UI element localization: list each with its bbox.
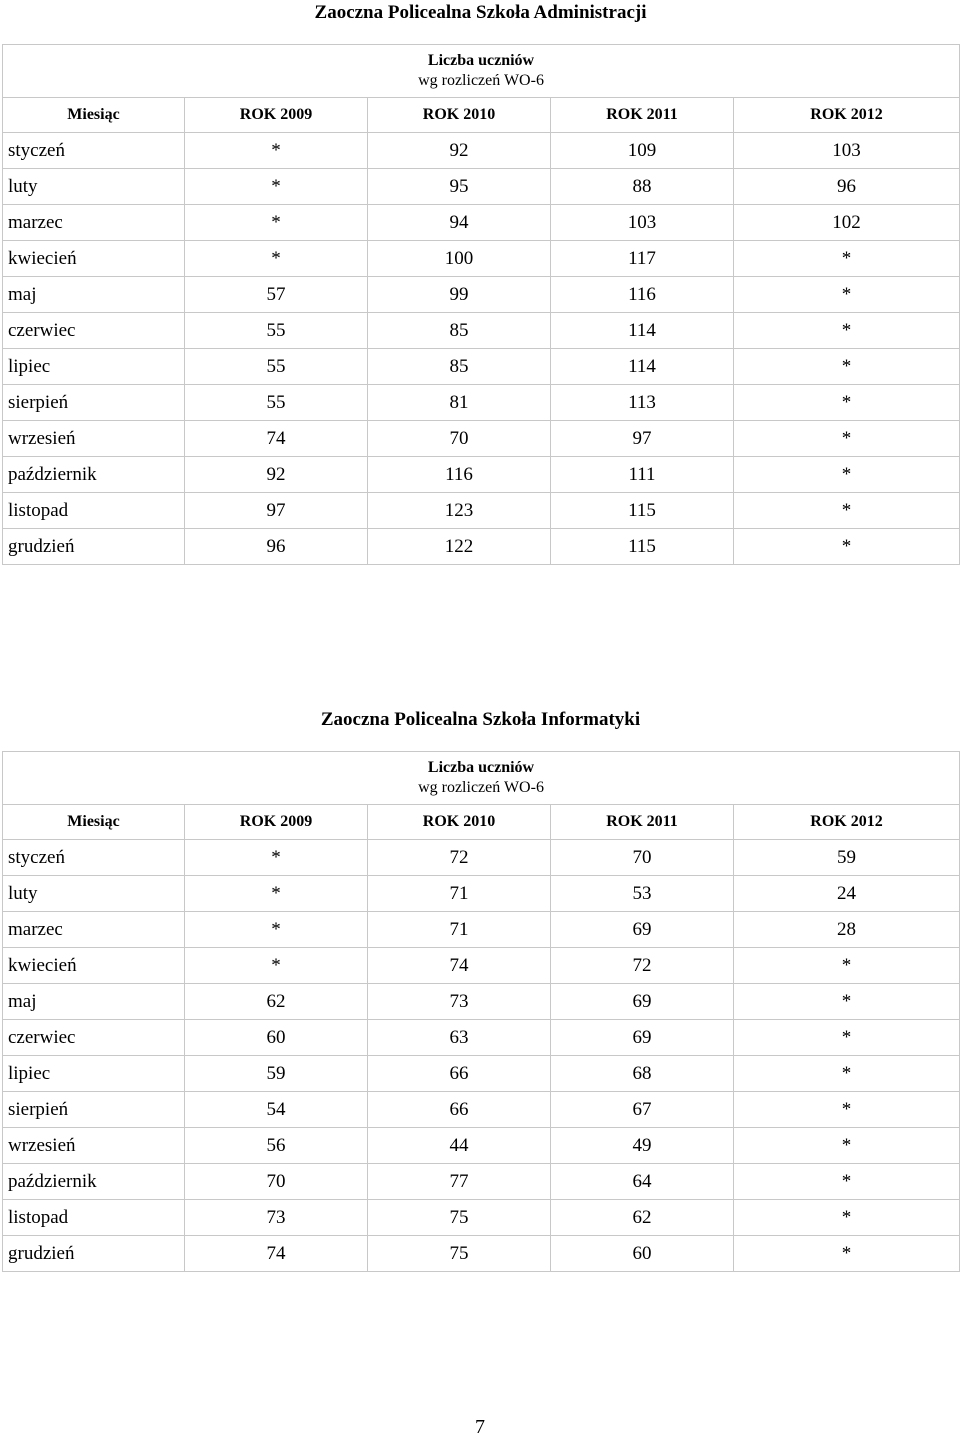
value-cell: 55: [185, 385, 368, 421]
value-cell: 85: [368, 313, 551, 349]
table-row: [3, 133, 960, 169]
students-table-informatics: [2, 751, 960, 1272]
value-cell: 114: [551, 349, 734, 385]
month-cell: sierpień: [3, 1092, 185, 1128]
value-cell: 88: [551, 169, 734, 205]
value-cell: *: [734, 1092, 960, 1128]
table-row: [3, 529, 960, 565]
value-cell: *: [734, 493, 960, 529]
value-cell: 60: [551, 1236, 734, 1272]
value-cell: 62: [185, 984, 368, 1020]
month-cell: lipiec: [3, 349, 185, 385]
value-cell: *: [734, 313, 960, 349]
table-row: [3, 1092, 960, 1128]
table-row: [3, 457, 960, 493]
value-cell: 70: [185, 1164, 368, 1200]
value-cell: 96: [734, 169, 960, 205]
month-cell: listopad: [3, 1200, 185, 1236]
month-cell: czerwiec: [3, 313, 185, 349]
month-cell: marzec: [3, 205, 185, 241]
value-cell: 60: [185, 1020, 368, 1056]
value-cell: 63: [368, 1020, 551, 1056]
column-header: ROK 2009: [185, 98, 368, 133]
caption-row: [3, 45, 960, 98]
value-cell: *: [734, 529, 960, 565]
value-cell: 72: [551, 948, 734, 984]
table-row: [3, 421, 960, 457]
value-cell: 59: [185, 1056, 368, 1092]
value-cell: 117: [551, 241, 734, 277]
value-cell: 73: [185, 1200, 368, 1236]
month-cell: październik: [3, 1164, 185, 1200]
caption-line-2: wg rozliczeń WO-6: [418, 779, 544, 796]
value-cell: 114: [551, 313, 734, 349]
value-cell: 69: [551, 912, 734, 948]
students-table-administration: [2, 44, 960, 565]
value-cell: 103: [551, 205, 734, 241]
month-cell: grudzień: [3, 529, 185, 565]
month-cell: wrzesień: [3, 1128, 185, 1164]
value-cell: *: [734, 457, 960, 493]
column-header: Miesiąc: [3, 805, 185, 840]
value-cell: 97: [185, 493, 368, 529]
value-cell: 113: [551, 385, 734, 421]
value-cell: *: [734, 241, 960, 277]
value-cell: 24: [734, 876, 960, 912]
table-row: [3, 1200, 960, 1236]
value-cell: *: [734, 1128, 960, 1164]
column-header: ROK 2011: [551, 805, 734, 840]
column-header: ROK 2009: [185, 805, 368, 840]
table-row: [3, 277, 960, 313]
table-row: [3, 241, 960, 277]
value-cell: 103: [734, 133, 960, 169]
value-cell: 92: [368, 133, 551, 169]
value-cell: *: [185, 169, 368, 205]
value-cell: *: [185, 912, 368, 948]
value-cell: 115: [551, 493, 734, 529]
value-cell: 56: [185, 1128, 368, 1164]
table-row: [3, 1128, 960, 1164]
month-cell: czerwiec: [3, 1020, 185, 1056]
column-header: ROK 2010: [368, 98, 551, 133]
table-row: [3, 1020, 960, 1056]
value-cell: 55: [185, 349, 368, 385]
school-title: Zaoczna Policealna Szkoła Administracji: [314, 2, 647, 23]
value-cell: 95: [368, 169, 551, 205]
month-cell: styczeń: [3, 133, 185, 169]
month-cell: listopad: [3, 493, 185, 529]
value-cell: 116: [368, 457, 551, 493]
caption-row: [3, 752, 960, 805]
table-row: [3, 840, 960, 876]
value-cell: *: [734, 349, 960, 385]
value-cell: 70: [551, 840, 734, 876]
value-cell: 111: [551, 457, 734, 493]
column-header: ROK 2010: [368, 805, 551, 840]
table-row: [3, 205, 960, 241]
value-cell: 81: [368, 385, 551, 421]
value-cell: 75: [368, 1236, 551, 1272]
value-cell: 54: [185, 1092, 368, 1128]
value-cell: *: [734, 1164, 960, 1200]
header-row: [3, 805, 960, 840]
column-header: Miesiąc: [3, 98, 185, 133]
value-cell: 71: [368, 876, 551, 912]
value-cell: *: [734, 1020, 960, 1056]
table-row: [3, 1056, 960, 1092]
value-cell: 97: [551, 421, 734, 457]
month-cell: maj: [3, 277, 185, 313]
value-cell: *: [734, 421, 960, 457]
table-row: [3, 385, 960, 421]
month-cell: wrzesień: [3, 421, 185, 457]
value-cell: 62: [551, 1200, 734, 1236]
section-administration: [2, 0, 959, 565]
value-cell: 69: [551, 1020, 734, 1056]
value-cell: 44: [368, 1128, 551, 1164]
value-cell: *: [734, 948, 960, 984]
value-cell: 71: [368, 912, 551, 948]
month-cell: marzec: [3, 912, 185, 948]
value-cell: 77: [368, 1164, 551, 1200]
month-cell: sierpień: [3, 385, 185, 421]
value-cell: 67: [551, 1092, 734, 1128]
table-row: [3, 313, 960, 349]
value-cell: 122: [368, 529, 551, 565]
table-row: [3, 493, 960, 529]
value-cell: *: [734, 1236, 960, 1272]
value-cell: 109: [551, 133, 734, 169]
value-cell: *: [734, 277, 960, 313]
table-row: [3, 349, 960, 385]
table-caption: [3, 752, 960, 805]
value-cell: 28: [734, 912, 960, 948]
month-cell: kwiecień: [3, 241, 185, 277]
value-cell: 69: [551, 984, 734, 1020]
value-cell: 75: [368, 1200, 551, 1236]
caption-line-1: Liczba uczniów: [427, 759, 535, 776]
value-cell: 59: [734, 840, 960, 876]
table-caption: [3, 45, 960, 98]
table-row: [3, 912, 960, 948]
value-cell: *: [734, 1056, 960, 1092]
header-row: [3, 98, 960, 133]
caption-line-2: wg rozliczeń WO-6: [418, 72, 544, 89]
value-cell: 123: [368, 493, 551, 529]
value-cell: *: [185, 133, 368, 169]
value-cell: *: [734, 1200, 960, 1236]
value-cell: 100: [368, 241, 551, 277]
month-cell: maj: [3, 984, 185, 1020]
caption-line-1: Liczba uczniów: [427, 52, 535, 69]
value-cell: 55: [185, 313, 368, 349]
month-cell: luty: [3, 876, 185, 912]
value-cell: 115: [551, 529, 734, 565]
value-cell: 74: [185, 421, 368, 457]
school-title: Zaoczna Policealna Szkoła Informatyki: [320, 709, 641, 730]
month-cell: luty: [3, 169, 185, 205]
value-cell: 66: [368, 1092, 551, 1128]
column-header: ROK 2012: [734, 98, 960, 133]
value-cell: 49: [551, 1128, 734, 1164]
month-cell: lipiec: [3, 1056, 185, 1092]
value-cell: 73: [368, 984, 551, 1020]
month-cell: grudzień: [3, 1236, 185, 1272]
month-cell: styczeń: [3, 840, 185, 876]
column-header: ROK 2011: [551, 98, 734, 133]
table-row: [3, 1236, 960, 1272]
month-cell: październik: [3, 457, 185, 493]
value-cell: 70: [368, 421, 551, 457]
table-row: [3, 948, 960, 984]
value-cell: 53: [551, 876, 734, 912]
value-cell: *: [185, 840, 368, 876]
value-cell: 116: [551, 277, 734, 313]
value-cell: 68: [551, 1056, 734, 1092]
value-cell: 74: [185, 1236, 368, 1272]
table-row: [3, 984, 960, 1020]
page-number: 7: [475, 1416, 485, 1438]
column-header: ROK 2012: [734, 805, 960, 840]
month-cell: kwiecień: [3, 948, 185, 984]
value-cell: 64: [551, 1164, 734, 1200]
value-cell: 72: [368, 840, 551, 876]
value-cell: 96: [185, 529, 368, 565]
value-cell: *: [185, 241, 368, 277]
value-cell: *: [734, 984, 960, 1020]
value-cell: 57: [185, 277, 368, 313]
table-row: [3, 876, 960, 912]
value-cell: 102: [734, 205, 960, 241]
value-cell: 92: [185, 457, 368, 493]
table-row: [3, 1164, 960, 1200]
value-cell: *: [185, 205, 368, 241]
table-row: [3, 169, 960, 205]
value-cell: *: [734, 385, 960, 421]
value-cell: *: [185, 876, 368, 912]
value-cell: 85: [368, 349, 551, 385]
section-informatics: [2, 707, 959, 1272]
value-cell: 94: [368, 205, 551, 241]
value-cell: 66: [368, 1056, 551, 1092]
value-cell: *: [185, 948, 368, 984]
value-cell: 74: [368, 948, 551, 984]
value-cell: 99: [368, 277, 551, 313]
